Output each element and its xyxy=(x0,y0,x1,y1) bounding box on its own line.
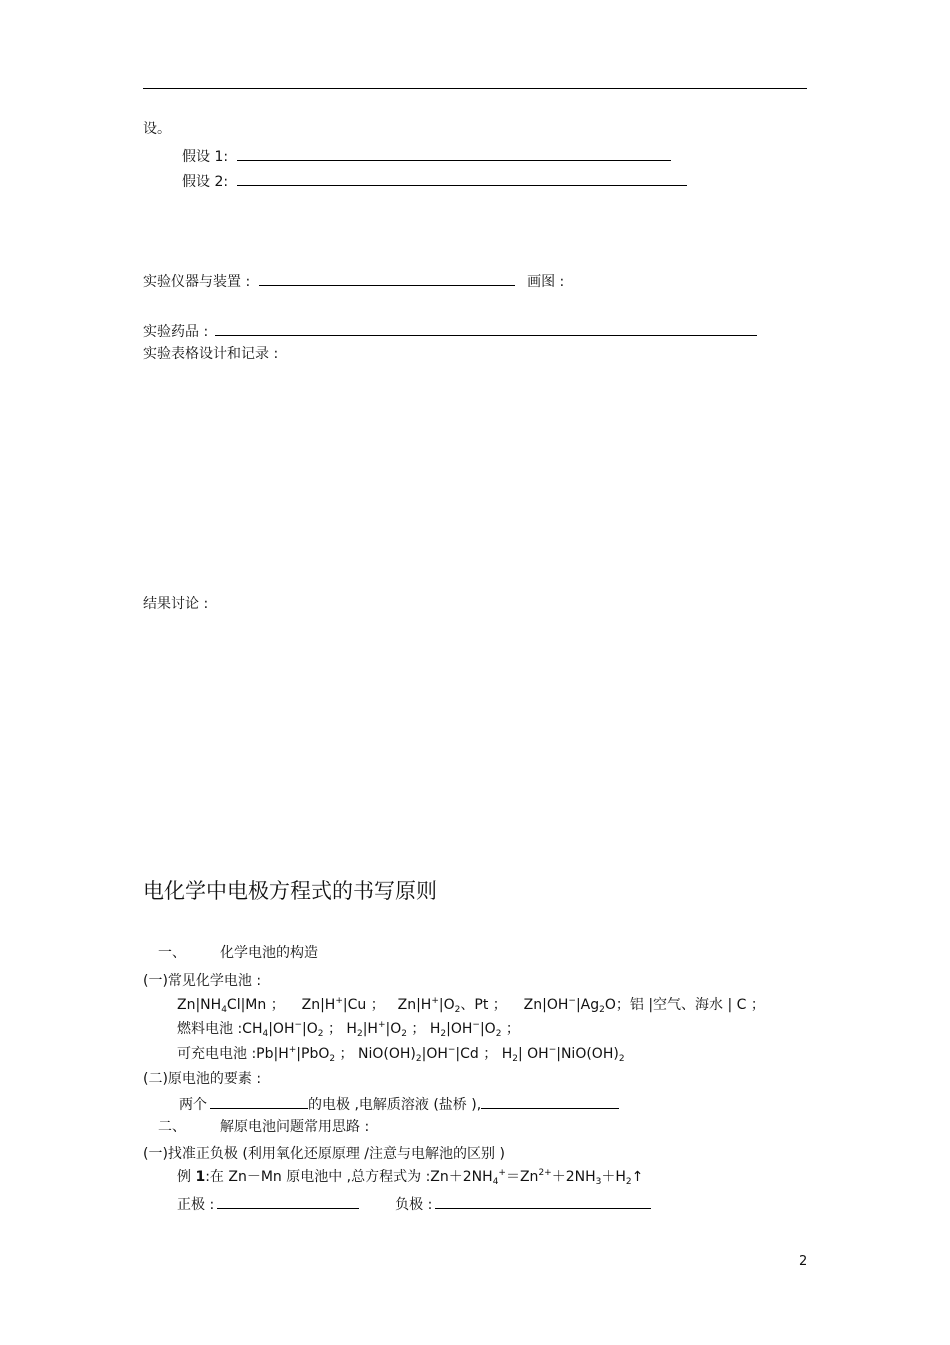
subsection-battery-elements: (二)原电池的要素 : xyxy=(143,1071,262,1087)
reagents-label: 实验药品 : xyxy=(143,324,209,340)
example-sub: 4 xyxy=(492,1177,499,1187)
fuel-sup: − xyxy=(472,1020,480,1030)
fuel-part: |OH xyxy=(268,1021,295,1037)
example-part: 例 xyxy=(177,1169,196,1185)
header-rule xyxy=(143,88,807,89)
elements-text-b: 的电极 ,电解质溶液 (盐桥 ), xyxy=(308,1097,482,1113)
rechargeable-label: 可充电电池 :Pb|H xyxy=(177,1046,289,1062)
battery-4-text: Zn|OH xyxy=(523,997,569,1013)
battery-2-sup: + xyxy=(335,996,343,1006)
battery-2-end: |Cu ； xyxy=(342,997,385,1013)
apparatus-line xyxy=(143,271,564,291)
fuel-part: |O xyxy=(385,1021,402,1037)
fuel-cell-label: 燃料电池 :CH xyxy=(177,1021,263,1037)
battery-1-text: Zn|NH xyxy=(177,997,222,1013)
section-2-heading xyxy=(158,1118,369,1136)
positive-electrode-blank[interactable] xyxy=(217,1194,359,1209)
rech-part: |PbO xyxy=(296,1046,330,1062)
rech-sup: − xyxy=(447,1045,456,1055)
example-sub: 2 xyxy=(625,1177,632,1187)
hypothesis-1-blank[interactable] xyxy=(237,146,671,161)
battery-4-end: |Ag xyxy=(575,997,600,1013)
fuel-sub: 4 xyxy=(262,1029,269,1039)
fuel-sub: 2 xyxy=(495,1029,502,1039)
subsection-find-electrodes: (一)找准正负极 (利用氧化还原原理 /注意与电解池的区别 ) xyxy=(143,1146,505,1162)
battery-3-sub: 2 xyxy=(454,1005,461,1015)
hypothesis-1-label: 假设 1: xyxy=(182,149,229,165)
rech-sub: 2 xyxy=(618,1054,625,1064)
rechargeable-line xyxy=(177,1045,625,1063)
section-1-number: 一、 xyxy=(158,945,186,961)
rech-sup: + xyxy=(288,1045,297,1055)
fuel-sup: + xyxy=(377,1020,386,1030)
example-sup: + xyxy=(498,1168,506,1178)
battery-1-sub: 4 xyxy=(221,1005,227,1015)
negative-electrode-label: 负极 : xyxy=(395,1197,433,1213)
fuel-part: ； H xyxy=(323,1021,357,1037)
apparatus-label: 实验仪器与装置 : xyxy=(143,274,251,290)
fuel-part: ； xyxy=(501,1021,520,1037)
elements-text-a: 两个 xyxy=(179,1097,207,1113)
battery-3-sup: + xyxy=(431,996,439,1006)
battery-elements-line xyxy=(179,1094,619,1114)
intro-end-text: 设。 xyxy=(143,121,171,137)
battery-4-tail: O；铝 |空气、海水 | C ； xyxy=(604,997,765,1013)
fuel-cell-line xyxy=(177,1020,520,1038)
example-part: ＋2NH xyxy=(551,1169,596,1185)
rech-part: |OH xyxy=(421,1046,448,1062)
rech-sub: 2 xyxy=(415,1054,422,1064)
example-sup: 2+ xyxy=(538,1168,552,1178)
rech-part: ； NiO(OH) xyxy=(335,1046,416,1062)
section-1-heading xyxy=(158,944,318,962)
fuel-sub: 2 xyxy=(356,1029,363,1039)
article-title: 电化学中电极方程式的书写原则 xyxy=(143,879,437,903)
example-part: ＋H xyxy=(601,1169,626,1185)
fuel-sub: 2 xyxy=(440,1029,447,1039)
rech-part: | OH xyxy=(517,1046,549,1062)
rech-sup: − xyxy=(548,1045,557,1055)
hypothesis-2 xyxy=(182,171,687,191)
fuel-sup: − xyxy=(294,1020,303,1030)
fuel-part: |OH xyxy=(446,1021,473,1037)
results-discussion-label: 结果讨论 : xyxy=(143,596,209,612)
rech-part: |NiO(OH) xyxy=(556,1046,619,1062)
fuel-part: |O xyxy=(302,1021,318,1037)
table-design-label: 实验表格设计和记录 : xyxy=(143,346,279,362)
positive-electrode-label: 正极 : xyxy=(177,1197,215,1213)
fuel-part: ； H xyxy=(406,1021,441,1037)
rech-part: |Cd ； H xyxy=(455,1046,513,1062)
fuel-part: |H xyxy=(362,1021,378,1037)
hypothesis-1 xyxy=(182,146,671,166)
reagents-blank[interactable] xyxy=(215,321,757,336)
fuel-sub: 2 xyxy=(317,1029,324,1039)
section-2-title: 解原电池问题常用思路 : xyxy=(220,1119,370,1135)
subsection-common-batteries: (一)常见化学电池 : xyxy=(143,973,262,989)
example-part: ＝Zn xyxy=(505,1169,539,1185)
battery-2-text: Zn|H xyxy=(301,997,336,1013)
conditions-blank[interactable] xyxy=(481,1094,619,1109)
rech-sub: 2 xyxy=(512,1054,518,1064)
example-part: ↑ xyxy=(631,1169,644,1185)
hypothesis-2-blank[interactable] xyxy=(237,171,687,186)
negative-electrode-blank[interactable] xyxy=(435,1194,651,1209)
rech-sub: 2 xyxy=(329,1054,336,1064)
battery-4-sub: 2 xyxy=(599,1005,605,1015)
battery-list xyxy=(177,996,765,1014)
apparatus-blank[interactable] xyxy=(259,271,515,286)
example-part: :在 Zn－Mn 原电池中 ,总方程式为 :Zn＋2NH xyxy=(205,1169,493,1185)
hypothesis-2-label: 假设 2: xyxy=(182,174,229,190)
battery-1-end: Cl|Mn ； xyxy=(226,997,285,1013)
example-1-line xyxy=(177,1168,643,1186)
example-number: 1 xyxy=(195,1169,206,1185)
fuel-sub: 2 xyxy=(401,1029,407,1039)
section-1-title: 化学电池的构造 xyxy=(220,945,318,961)
battery-3-text: Zn|H xyxy=(397,997,432,1013)
example-sub: 3 xyxy=(595,1177,602,1187)
electrodes-blank[interactable] xyxy=(210,1094,308,1109)
section-2-number: 二、 xyxy=(158,1119,186,1135)
drawing-label: 画图 : xyxy=(527,274,565,290)
reagents-line xyxy=(143,321,757,341)
battery-3-end: |O xyxy=(438,997,455,1013)
battery-4-sup: − xyxy=(568,996,576,1006)
battery-3-tail: 、Pt ； xyxy=(460,997,507,1013)
electrode-answer-line xyxy=(177,1194,651,1214)
page-number: 2 xyxy=(799,1254,808,1269)
fuel-part: |O xyxy=(479,1021,496,1037)
